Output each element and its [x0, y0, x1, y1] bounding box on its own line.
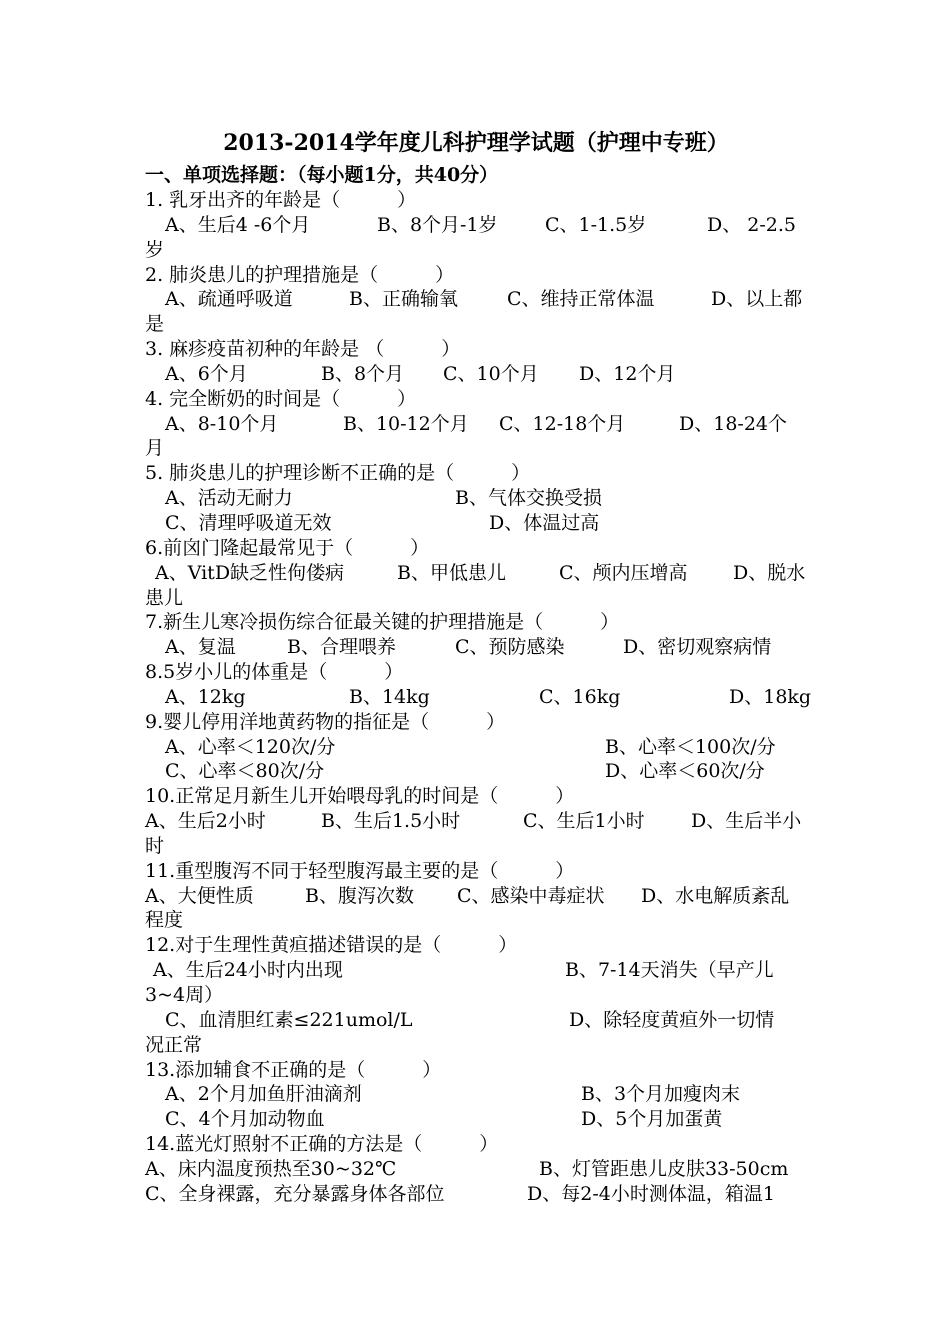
options-line	[145, 287, 807, 312]
exam-title: 2013-2014学年度儿科护理学试题（护理中专班）	[223, 130, 729, 156]
answer-option: C、4个月加动物血	[165, 1108, 325, 1131]
answer-option: B、3个月加瘦肉末	[581, 1083, 741, 1106]
options-line	[145, 412, 807, 437]
answer-option: A、8-10个月	[165, 412, 279, 435]
options-line	[145, 635, 807, 660]
answer-option: C、清理呼吸道无效	[165, 511, 332, 534]
answer-option: A、活动无耐力	[165, 487, 293, 510]
answer-option: C、全身裸露，充分暴露身体各部位	[145, 1182, 445, 1205]
exam-page	[145, 128, 812, 1207]
answer-option: C、心率＜80次/分	[165, 760, 325, 783]
options-line	[145, 809, 807, 834]
answer-option: D、每2-4小时测体温，箱温1	[527, 1182, 775, 1205]
question-line: 11.重型腹泻不同于轻型腹泻最主要的是（ ）	[145, 859, 575, 882]
answer-option: A、2个月加鱼肝油滴剂	[165, 1083, 362, 1106]
answer-option: C、感染中毒症状	[457, 884, 605, 907]
answer-option: B、7-14天消失（早产儿	[565, 959, 774, 982]
answer-option: D、脱水	[733, 561, 806, 584]
options-line	[145, 1182, 807, 1207]
answer-option: D、5个月加蛋黄	[581, 1108, 723, 1131]
answer-option: A、6个月	[165, 362, 248, 385]
options-line	[145, 486, 807, 511]
options-line	[145, 958, 807, 983]
answer-option: A、VitD缺乏性佝偻病	[155, 561, 345, 584]
answer-option: A、大便性质	[145, 884, 254, 907]
answer-option: B、合理喂养	[287, 636, 396, 659]
answer-option: C、10个月	[443, 362, 539, 385]
question-line: 4. 完全断奶的时间是（ ）	[145, 387, 417, 410]
options-line	[145, 362, 807, 387]
answer-option: B、腹泻次数	[305, 884, 414, 907]
answer-option: B、生后1.5小时	[321, 810, 461, 833]
question-line: 患儿	[145, 586, 184, 609]
question-line: 6.前囟门隆起最常见于（ ）	[145, 536, 430, 559]
answer-option: B、10-12个月	[343, 412, 469, 435]
options-line	[145, 511, 807, 536]
section-heading: 一、单项选择题：（每小题1分，共40分）	[145, 164, 499, 186]
question-line: 9.婴儿停用洋地黄药物的指征是（ ）	[145, 710, 506, 733]
answer-option: B、14kg	[349, 685, 430, 708]
question-line: 况正常	[145, 1033, 203, 1056]
options-line	[145, 1082, 807, 1107]
answer-option: D、生后半小	[691, 810, 802, 833]
answer-option: D、 2-2.5	[707, 213, 796, 236]
answer-option: D、除轻度黄疸外一切情	[569, 1008, 775, 1031]
options-line	[145, 735, 807, 760]
answer-option: C、生后1小时	[523, 810, 645, 833]
answer-option: A、生后2小时	[145, 810, 266, 833]
question-line: 是	[145, 313, 165, 336]
answer-option: B、气体交换受损	[455, 487, 602, 510]
answer-option: A、复温	[165, 636, 236, 659]
answer-option: D、心率＜60次/分	[605, 760, 765, 783]
options-line	[145, 884, 807, 909]
answer-option: B、心率＜100次/分	[605, 735, 776, 758]
answer-option: D、以上都	[711, 288, 803, 311]
answer-option: C、预防感染	[455, 636, 565, 659]
options-line	[145, 1107, 807, 1132]
answer-option: B、正确输氧	[349, 288, 458, 311]
question-line: 2. 肺炎患儿的护理措施是（ ）	[145, 263, 455, 286]
answer-option: A、心率＜120次/分	[165, 735, 336, 758]
question-line: 12.对于生理性黄疸描述错误的是（ ）	[145, 934, 518, 957]
answer-option: C、1-1.5岁	[545, 213, 647, 236]
options-line	[145, 759, 807, 784]
answer-option: D、12个月	[579, 362, 676, 385]
question-line: 14.蓝光灯照射不正确的方法是（ ）	[145, 1133, 499, 1156]
answer-option: C、血清胆红素≤221umol/L	[165, 1008, 413, 1031]
answer-option: B、甲低患儿	[397, 561, 506, 584]
answer-option: D、密切观察病情	[623, 636, 772, 659]
answer-option: B、灯管距患儿皮肤33-50cm	[539, 1157, 789, 1180]
question-line: 月	[145, 437, 165, 460]
answer-option: B、8个月-1岁	[377, 213, 498, 236]
options-line	[145, 1008, 807, 1033]
question-line: 岁	[145, 238, 165, 261]
answer-option: C、维持正常体温	[507, 288, 655, 311]
question-line: 10.正常足月新生儿开始喂母乳的时间是（ ）	[145, 785, 575, 808]
answer-option: C、12-18个月	[499, 412, 626, 435]
options-line	[145, 213, 807, 238]
options-line	[145, 685, 812, 710]
question-line: 3~4周）	[145, 984, 224, 1006]
answer-option: D、18kg	[729, 685, 812, 708]
answer-option: A、生后24小时内出现	[153, 959, 343, 982]
question-line: 8.5岁小儿的体重是（ ）	[145, 661, 404, 684]
answer-option: D、水电解质紊乱	[641, 884, 790, 907]
question-line: 13.添加辅食不正确的是（ ）	[145, 1058, 442, 1081]
answer-option: C、颅内压增高	[559, 561, 688, 584]
options-line	[145, 561, 807, 586]
question-line: 3. 麻疹疫苗初种的年龄是 （ ）	[145, 338, 461, 361]
question-line: 5. 肺炎患儿的护理诊断不正确的是（ ）	[145, 462, 531, 485]
options-line	[145, 1157, 807, 1182]
question-line: 程度	[145, 909, 184, 932]
question-line: 7.新生儿寒冷损伤综合征最关键的护理措施是（ ）	[145, 611, 620, 634]
answer-option: D、18-24个	[679, 412, 788, 435]
question-line: 时	[145, 834, 165, 857]
answer-option: A、疏通呼吸道	[165, 288, 293, 311]
answer-option: A、床内温度预热至30~32℃	[145, 1157, 397, 1180]
answer-option: A、生后4 -6个月	[165, 213, 311, 236]
answer-option: A、12kg	[165, 685, 246, 708]
answer-option: D、体温过高	[489, 511, 600, 534]
answer-option: B、8个月	[321, 362, 405, 385]
question-line: 1. 乳牙出齐的年龄是（ ）	[145, 189, 417, 211]
question-list	[145, 188, 812, 1207]
answer-option: C、16kg	[539, 685, 621, 708]
